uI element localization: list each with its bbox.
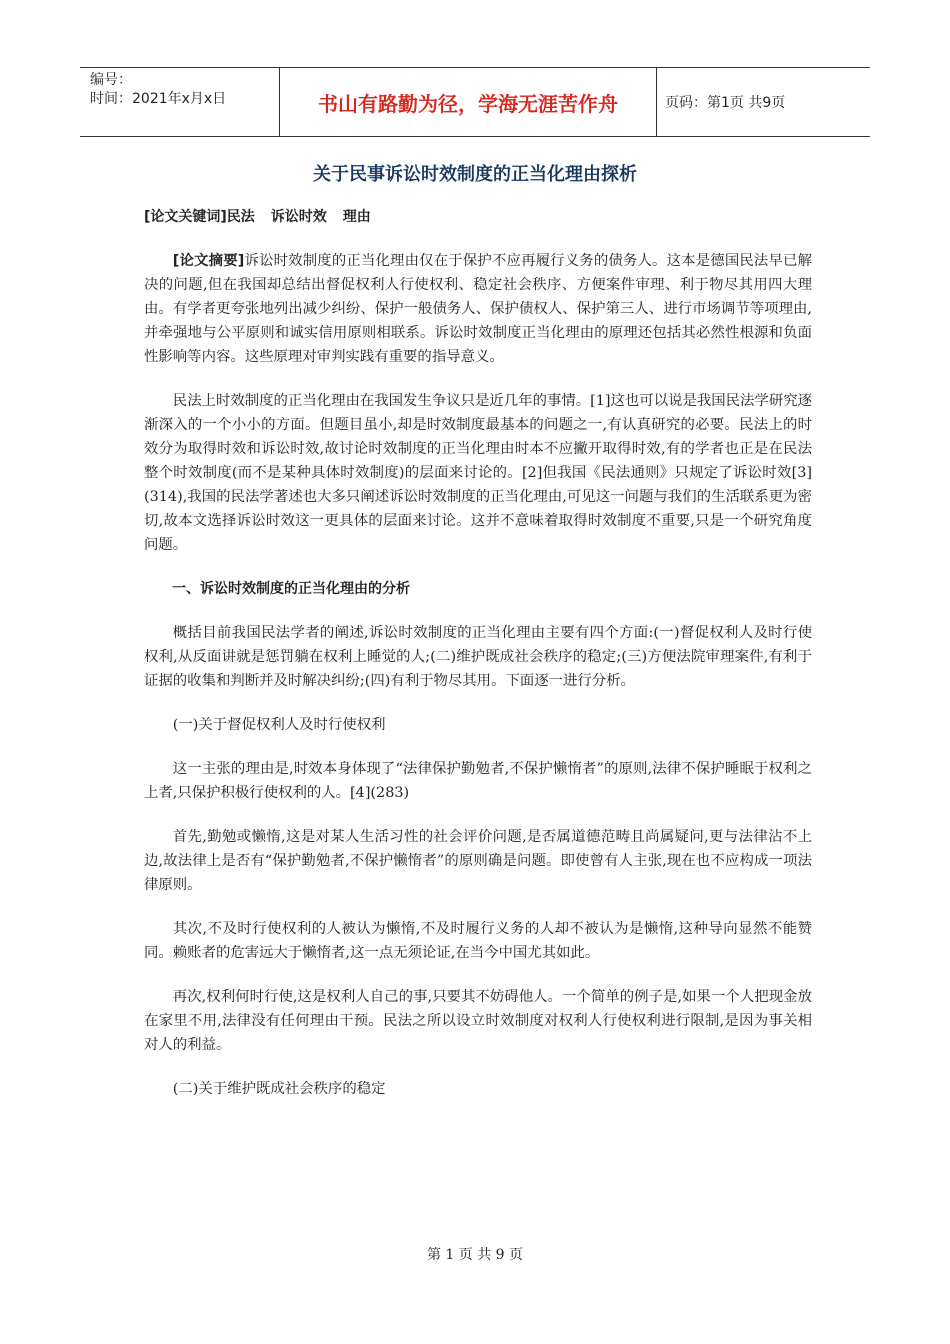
keyword: 诉讼时效 [270,209,327,225]
abstract-paragraph [144,249,812,369]
body-paragraph: 再次,权利何时行使,这是权利人自己的事,只要其不妨碍他人。一个简单的例子是,如果一个人把现金放在家里不用,法律没有任何理由干预。民法之所以设立时效制度对权利人行使权利进行限制,是因为事关相对人的利益。 [144,989,812,1053]
body-paragraph: 这一主张的理由是,时效本身体现了“法律保护勤勉者,不保护懒惰者”的原则,法律不保护睡眠于权利之上者,只保护积极行使权利的人。[4](283) [144,761,812,801]
document-body [144,205,812,1121]
header-page-info: 页码：第1页 共9页 [665,95,786,111]
section-paragraph: 概括目前我国民法学者的阐述,诉讼时效制度的正当化理由主要有四个方面:(一)督促权利人及时行使权利,从反面讲就是惩罚躺在权利上睡觉的人;(二)维护既成社会秩序的稳定;(三)方便法院审理案件,有利于证据的收集和判断并及时解决纠纷;(四)有利于物尽其用。下面逐一进行分析。 [144,625,812,689]
keyword: 民法 [226,209,255,225]
abstract-text: 诉讼时效制度的正当化理由仅在于保护不应再履行义务的债务人。这本是德国民法早已解决的问题,但在我国却总结出督促权利人行使权利、稳定社会秩序、方便案件审理、利于物尽其用四大理由。有学者更夸张地列出减少纠纷、保护一般债务人、保护债权人、保护第三人、进行市场调节等项理由,并牵强地与公平原则和诚实信用原则相联系。诉讼时效制度正当化理由的原理还包括其必然性根源和负面性影响等内容。这些原理对审判实践有重要的指导意义。 [144,253,812,365]
document-header-table [80,67,870,137]
document-title: 关于民事诉讼时效制度的正当化理由探析 [313,164,637,185]
header-meta-cell [80,68,280,136]
subsection-heading: (一)关于督促权利人及时行使权利 [172,717,386,733]
body-paragraph: 首先,勤勉或懒惰,这是对某人生活习性的社会评价问题,是否属道德范畴且尚属疑问,更与法律沾不上边,故法律上是否有“保护勤勉者,不保护懒惰者”的原则确是问题。即使曾有人主张,现在也不应构成一项法律原则。 [144,829,812,893]
keywords-line [144,205,812,229]
subsection-heading: (二)关于维护既成社会秩序的稳定 [172,1081,386,1097]
document-time-label: 时间：2021年x月x日 [90,91,227,107]
keywords-label: [论文关键词] [144,209,227,225]
intro-paragraph: 民法上时效制度的正当化理由在我国发生争议只是近几年的事情。[1]这也可以说是我国民法学研究逐渐深入的一个小小的方面。但题目虽小,却是时效制度最基本的问题之一,有认真研究的必要。民法上的时效分为取得时效和诉讼时效,故讨论时效制度的正当化理由时本不应撇开取得时效,有的学者也正是在民法整个时效制度(而不是某种具体时效制度)的层面来讨论的。[2]但我国《民法通则》只规定了诉讼时效[3](314),我国的民法学著述也大多只阐述诉讼时效制度的正当化理由,可见这一问题与我们的生活联系更为密切,故本文选择诉讼时效这一更具体的层面来讨论。这并不意味着取得时效制度不重要,只是一个研究角度问题。 [144,393,812,553]
keyword: 理由 [342,209,371,225]
page-footer: 第 1 页 共 9 页 [426,1247,524,1263]
section-heading: 一、诉讼时效制度的正当化理由的分析 [172,581,410,597]
abstract-label: [论文摘要] [172,253,245,269]
header-motto: 书山有路勤为径，学海无涯苦作舟 [280,68,657,136]
document-number-label: 编号： [90,72,132,88]
body-paragraph: 其次,不及时行使权利的人被认为懒惰,不及时履行义务的人却不被认为是懒惰,这种导向显然不能赞同。赖账者的危害远大于懒惰者,这一点无须论证,在当今中国尤其如此。 [144,921,812,961]
